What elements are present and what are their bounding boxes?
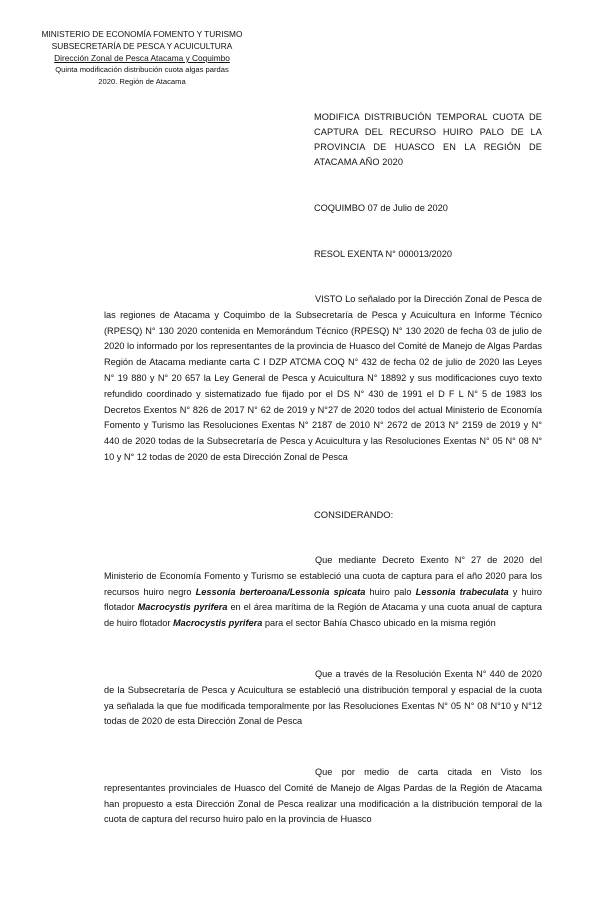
header-subject: Quinta modificación distribución cuota algas pardas [55,65,229,74]
considerando-title: CONSIDERANDO: [314,509,394,520]
header-zonal-direction: Dirección Zonal de Pesca Atacama y Coquimbo [54,53,230,63]
place-date: COQUIMBO 07 de Julio de 2020 [314,203,448,213]
header-region: 2020. Región de Atacama [98,77,186,86]
considerando-paragraph-3: Que por medio de carta citada en Visto los representantes provinciales de Huasco del Comité de Manejo de Algas Pardas de la Región de Atacama han propuesto a esta Dirección Zonal de Pesca realizar una modificación a la distribución temporal de la cuota de captura del recurso huiro palo en la provincia de Huasco [104,767,542,825]
considerando-paragraph-2: Que a través de la Resolución Exenta N° 440 de 2020 de la Subsecretaría de Pesca y Acuicultura se estableció una distribución temporal y espacial de la cuota ya señalada la que fue modificada temporalmente por las Resoluciones Exentas N° 05 N° 08 N°10 y N°12 todas de 2020 de esta Dirección Zonal de Pesca [104,669,542,727]
resolution-number: RESOL EXENTA N° 000013/2020 [314,249,452,259]
species-name: Macrocystis pyrifera [172,618,263,629]
species-name: Macrocystis pyrifera [137,602,228,613]
species-name: Lessonia berteroana/Lessonia spicata [195,586,366,597]
visto-text: Lo señalado por la Dirección Zonal de Pesca de las regiones de Atacama y Coquimbo de la Subsecretaría de Pesca y Acuicultura en Informe Técnico (RPESQ) N° 130 2020 contenida en Memorándum Técnico (RPESQ) N° 130 2020 de fecha 03 de julio de 2020 lo informado por los representantes de la provincia de Huasco del Comité de Manejo de Algas Pardas Región de Atacama mediante carta C I DZP ATCMA COQ N° 432 de fecha 02 de julio de 2020 las Leyes N° 19 880 y N° 20 657 la Ley General de Pesca y Acuicultura N° 18892 y sus modificaciones cuyo texto refundido coordinado y sistematizado fue fijado por el DS N° 430 de 1991 el D F L N° 5 de 1983 los Decretos Exentos N° 826 de 2017 N° 62 de 2019 y N°27 de 2020 todos del actual Ministerio de Economía Fomento y Turismo las Resoluciones Exentas N° 2187 de 2010 N° 2672 de 2013 N° 2159 de 2019 y N° 440 de 2020 todas de la Subsecretaría de Pesca y Acuicultura y las Resoluciones Exentas N° 05 N° 08 N° 10 y N° 12 todas de 2020 de esta Dirección Zonal de Pesca [104,294,542,462]
species-name: Lessonia trabeculata [415,586,509,597]
visto-label: VISTO [315,294,343,304]
document-header [22,28,262,88]
visto-paragraph [104,292,542,466]
header-ministry: MINISTERIO DE ECONOMÍA FOMENTO Y TURISMO [41,29,243,39]
reference-title: MODIFICA DISTRIBUCIÓN TEMPORAL CUOTA DE CAPTURA DEL RECURSO HUIRO PALO DE LA PROVINCIA DE HUASCO EN LA REGIÓN DE ATACAMA AÑO 2020 [314,112,542,167]
header-subsecretariat: SUBSECRETARÍA DE PESCA Y ACUICULTURA [51,41,233,51]
considerando-paragraph-1: Que mediante Decreto Exento N° 27 de 2020 del Ministerio de Economía Fomento y Turismo se estableció una cuota de captura para el año 2020 para los recursos huiro negro Lessonia berteroana/Lessonia spicata huiro palo Lessonia trabeculata y huiro flotador Macrocystis pyrifera en el área marítima de la Región de Atacama y una cuota anual de captura de huiro flotador Macrocystis pyrifera para el sector Bahía Chasco ubicado en la misma región [104,555,542,629]
